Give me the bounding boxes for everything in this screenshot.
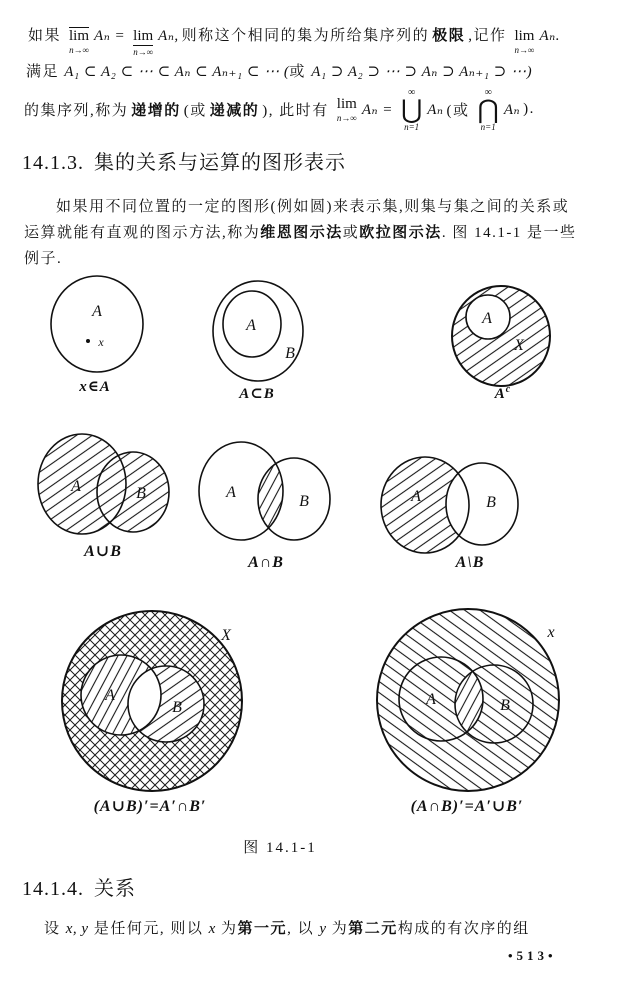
bold-term: 第一元 <box>237 921 288 937</box>
infinity-symbol: ∞ <box>484 87 492 98</box>
text-run: 构成的有次序的组 <box>397 921 530 937</box>
diagram-caption: (A∩B)′=A′∪B′ <box>410 798 524 815</box>
lim-subscript: n→∞ <box>336 112 357 123</box>
math-run: y <box>319 921 327 937</box>
diagram-caption: x∈A <box>79 379 111 395</box>
text-run: 设 <box>44 921 66 937</box>
index-from: n=1 <box>404 121 420 132</box>
section-heading-14-1-4 <box>22 872 136 901</box>
diagram-demorgan-intersection <box>377 609 559 815</box>
text-run: ). <box>523 101 535 118</box>
text-run: (或 <box>183 103 207 120</box>
diagram-a-intersect-b <box>199 442 330 571</box>
set-label-a: A <box>105 687 115 704</box>
text-run: 则称这个相同的集为所给集序列的 <box>181 28 430 44</box>
lim-subscript: n→∞ <box>133 47 154 57</box>
text-run: 满足 <box>26 64 65 80</box>
math-run: Aₙ <box>503 102 521 119</box>
set-label-b: B <box>486 494 496 511</box>
set-label-a: A <box>226 484 236 501</box>
text-run: 或 <box>289 64 312 80</box>
figure-caption-text: 图 14.1-1 <box>243 840 317 856</box>
set-label-a: A <box>246 317 256 334</box>
section-title: 关系 <box>94 878 136 900</box>
text-run: 如果 <box>28 28 62 44</box>
lim-word: lim <box>69 28 90 44</box>
set-label-a: A <box>482 310 492 327</box>
set-label-a: A <box>426 691 436 708</box>
math-run: Aₙ, <box>158 28 179 44</box>
text-run: ,记作 <box>468 28 507 44</box>
math-run: Aₙ = <box>361 102 393 119</box>
diagram-x-in-A <box>51 276 143 395</box>
diagram-caption: A∩B <box>248 554 284 571</box>
set-label-b: B <box>285 345 295 362</box>
diagram-a-subset-b <box>213 281 303 402</box>
text-run: (或 <box>446 103 470 120</box>
bold-term: 递增的 <box>131 103 181 120</box>
math-run: Aₙ. <box>539 28 560 44</box>
infinity-symbol: ∞ <box>408 87 416 98</box>
text-run: , 以 <box>287 921 320 937</box>
set-label-a: A <box>92 303 102 320</box>
diagram-caption: A∪B <box>84 543 122 560</box>
universe-label-x: x <box>547 624 555 641</box>
math-run: x, y <box>65 921 89 937</box>
math-run: x <box>208 921 216 937</box>
diagram-a-complement <box>452 286 550 402</box>
intersection-symbol: ⋂ <box>477 95 499 124</box>
point-label-x: x <box>98 335 104 349</box>
page-number <box>508 948 557 964</box>
math-run: A₁ ⊃ A₂ ⊃ ⋯ ⊃ Aₙ ⊃ Aₙ₊₁ ⊃ ⋯) <box>311 64 533 80</box>
lim-subscript: n→∞ <box>514 45 535 55</box>
figure-caption <box>0 836 560 857</box>
text-run: 的集序列,称为 <box>24 103 129 120</box>
bold-term: 欧拉图示法 <box>359 225 442 241</box>
circle-a <box>51 276 143 372</box>
lim-subscript: n→∞ <box>69 45 89 55</box>
index-from: n=1 <box>480 121 496 132</box>
set-label-b: B <box>172 699 182 716</box>
diagram-caption: (A∪B)′=A′∩B′ <box>93 798 207 815</box>
text-run: 例子. <box>24 251 63 267</box>
text-run: 或 <box>342 225 360 241</box>
diagram-demorgan-union <box>62 611 242 815</box>
caption-base: A <box>494 386 506 402</box>
math-run: A₁ ⊂ A₂ ⊂ ⋯ ⊂ Aₙ ⊂ Aₙ₊₁ ⊂ ⋯ ( <box>64 64 290 80</box>
para2-line-1 <box>44 917 530 938</box>
text-run: 是任何元, 则以 <box>88 921 209 937</box>
section-number: 14.1.4. <box>22 878 84 900</box>
diagram-a-union-b <box>38 434 169 560</box>
section-title: 集的关系与运算的图形表示 <box>94 152 346 174</box>
caption-superscript: c <box>505 384 512 395</box>
bold-term: 第二元 <box>348 921 398 937</box>
set-label-a: A <box>71 478 81 495</box>
lim-word: lim <box>133 28 154 44</box>
set-label-b: B <box>299 493 309 510</box>
diagram-caption <box>494 384 511 402</box>
point-marker <box>86 339 90 343</box>
section-number: 14.1.3. <box>22 152 84 174</box>
set-label-b: B <box>136 485 146 502</box>
union-symbol: ⋃ <box>400 95 423 124</box>
set-label-b: B <box>500 697 510 714</box>
universe-label-x: X <box>221 627 231 644</box>
lim-word: lim <box>336 95 357 112</box>
text-run: 如果用不同位置的一定的图形(例如圆)来表示集,则集与集之间的关系或 <box>56 199 570 215</box>
text-run: 为 <box>326 921 349 937</box>
bold-term: 递减的 <box>209 103 260 120</box>
universe-label-x: X <box>514 337 524 354</box>
lim-word: lim <box>514 28 535 44</box>
page-number-text: •513• <box>508 948 557 963</box>
set-label-a: A <box>411 488 421 505</box>
text-run: ), 此时有 <box>262 103 329 120</box>
diagram-caption: A⊂B <box>239 386 275 402</box>
text-run: 运算就能有直观的图示方法,称为 <box>24 225 261 241</box>
bold-term: 极限 <box>432 28 466 44</box>
math-run: Aₙ <box>427 102 444 119</box>
diagram-a-minus-b <box>381 457 518 571</box>
text-run: 为 <box>215 921 238 937</box>
math-run: Aₙ = <box>94 28 126 44</box>
text-run: . 图 14.1-1 是一些 <box>441 225 577 241</box>
diagram-caption: A\B <box>455 554 485 571</box>
bold-term: 维恩图示法 <box>260 225 343 241</box>
